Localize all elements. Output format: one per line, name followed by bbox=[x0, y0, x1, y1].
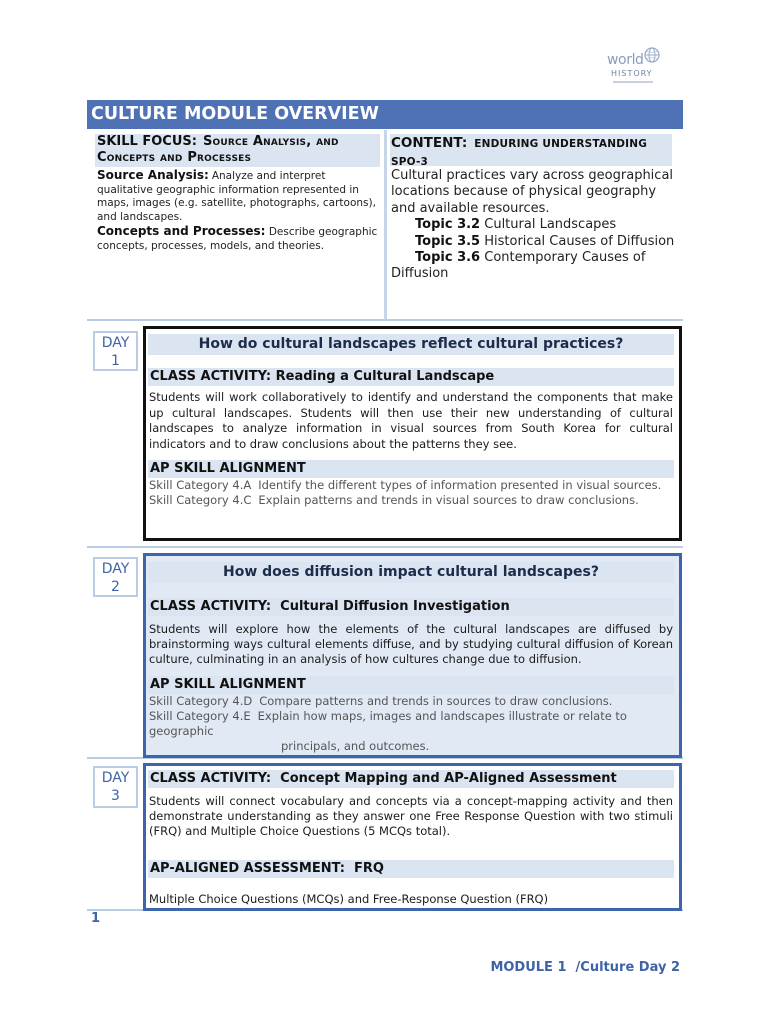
class-activity-heading: CLASS ACTIVITY: Reading a Cultural Landscape bbox=[148, 368, 674, 386]
topic-name: Contemporary Causes of Diffusion bbox=[391, 250, 646, 282]
day-3-tag bbox=[93, 766, 138, 808]
topic-name: Historical Causes of Diffusion bbox=[484, 233, 675, 249]
globe-icon bbox=[643, 46, 661, 64]
skill-list bbox=[148, 694, 674, 754]
enduring-understanding-label: ENDURING UNDERSTANDING SPO-3 bbox=[391, 138, 648, 168]
ap-skill-alignment-heading: AP SKILL ALIGNMENT bbox=[148, 460, 674, 478]
section-divider bbox=[87, 546, 683, 548]
skill-text-continued: principals, and outcomes. bbox=[281, 738, 430, 753]
page-number: 1 bbox=[91, 911, 101, 926]
activity-description: Students will work collaboratively to identify and understand the components that make up cultural landscapes. Students will then use their new understanding of cultural landscapes to analyze information in visual sources from South Korea for cultural indicators and to draw conclusions about the patterns they see. bbox=[149, 390, 673, 451]
day-number: 3 bbox=[111, 788, 120, 804]
topic-item bbox=[391, 234, 676, 250]
day-label: DAY bbox=[101, 561, 130, 577]
content-heading bbox=[390, 134, 672, 166]
ap-aligned-assessment-heading: AP-ALIGNED ASSESSMENT: FRQ bbox=[148, 860, 674, 878]
day-1-panel bbox=[143, 326, 682, 541]
section-divider bbox=[87, 319, 683, 321]
content-summary: Cultural practices vary across geographical locations because of physical geography and available resources. bbox=[391, 168, 674, 216]
day-number: 1 bbox=[111, 353, 120, 369]
module-title-bar bbox=[87, 100, 683, 129]
skill-item bbox=[149, 694, 674, 709]
day-3-panel bbox=[143, 763, 682, 911]
skill-item bbox=[149, 709, 674, 754]
activity-description: Students will connect vocabulary and concepts via a concept-mapping activity and then demonstrate understanding as they answer one Free Response Question with two stimuli (FRQ) and Multiple Choice Questions (5 MCQs total). bbox=[149, 794, 673, 839]
skill-text: Explain how maps, images and landscapes illustrate or relate to geographic bbox=[149, 708, 627, 738]
module-title: CULTURE MODULE OVERVIEW bbox=[91, 104, 379, 124]
skill-source-analysis bbox=[97, 169, 379, 225]
skill-text: Compare patterns and trends in sources to draw conclusions. bbox=[259, 693, 613, 708]
skill-label: Source Analysis: bbox=[97, 168, 209, 182]
day-1-tag bbox=[93, 331, 138, 371]
skill-item bbox=[149, 493, 674, 508]
topic-item bbox=[391, 217, 676, 233]
world-history-logo bbox=[604, 45, 668, 89]
skill-focus-body bbox=[91, 167, 383, 253]
module-footer: MODULE 1 /Culture Day 2 bbox=[490, 960, 680, 975]
ap-skill-alignment-heading: AP SKILL ALIGNMENT bbox=[148, 676, 674, 694]
topic-item bbox=[391, 250, 676, 283]
topic-number: Topic 3.6 bbox=[415, 250, 481, 266]
skill-description: Analyze and interpret qualitative geographic information represented in bbox=[97, 170, 359, 196]
logo-subtitle: HISTORY bbox=[611, 69, 653, 78]
day-label: DAY bbox=[101, 335, 130, 351]
assessment-text: Multiple Choice Questions (MCQs) and Free-Response Question (FRQ) bbox=[149, 891, 549, 906]
logo-tagline-mark bbox=[613, 81, 653, 83]
day-question: How does diffusion impact cultural landscapes? bbox=[148, 562, 674, 583]
skill-description-continued: maps, images (e.g. satellite, photographs, cartoons), and landscapes. bbox=[97, 197, 376, 224]
skill-focus-heading bbox=[95, 134, 380, 167]
skill-focus-label: SKILL FOCUS: bbox=[97, 134, 197, 149]
day-question: How do cultural landscapes reflect cultural practices? bbox=[148, 334, 674, 355]
class-activity-heading: CLASS ACTIVITY: Cultural Diffusion Investigation bbox=[148, 598, 674, 616]
day-number: 2 bbox=[111, 579, 120, 595]
class-activity-heading: CLASS ACTIVITY: Concept Mapping and AP-Aligned Assessment bbox=[148, 770, 674, 788]
skill-text: Explain patterns and trends in visual sources to draw conclusions. bbox=[258, 493, 639, 507]
topic-name: Cultural Landscapes bbox=[484, 217, 617, 233]
skill-concepts-processes bbox=[97, 225, 379, 253]
topic-number: Topic 3.2 bbox=[415, 217, 481, 233]
skill-focus-topic: Source Analysis, and Concepts and Processes bbox=[97, 134, 339, 165]
skill-code: Skill Category 4.D bbox=[149, 693, 253, 708]
skill-code: Skill Category 4.E bbox=[149, 708, 251, 723]
day-label: DAY bbox=[101, 770, 130, 786]
column-divider bbox=[384, 130, 387, 320]
skill-text: Identify the different types of information presented in visual sources. bbox=[258, 478, 662, 492]
content-body bbox=[388, 166, 676, 283]
day-2-panel bbox=[143, 553, 682, 758]
skill-label: Concepts and Processes: bbox=[97, 223, 266, 238]
content-column bbox=[388, 130, 683, 318]
skill-focus-column bbox=[91, 130, 383, 318]
logo-word: world bbox=[607, 52, 644, 68]
day-2-tag bbox=[93, 557, 138, 597]
skill-code: Skill Category 4.A bbox=[149, 478, 252, 492]
activity-description: Students will explore how the elements of the cultural landscapes are diffused by brainstorming ways cultural elements diffuse, and by studying cultural diffusion of Korean culture, culminating in an analysis of how cultures change due to diffusion. bbox=[149, 622, 673, 667]
skill-description: Describe geographic concepts, processes, models, and theories. bbox=[97, 225, 378, 252]
content-label: CONTENT: bbox=[391, 135, 468, 151]
skill-item bbox=[149, 478, 674, 493]
skill-list bbox=[148, 478, 674, 508]
topic-number: Topic 3.5 bbox=[415, 233, 481, 249]
skill-code: Skill Category 4.C bbox=[149, 493, 252, 507]
